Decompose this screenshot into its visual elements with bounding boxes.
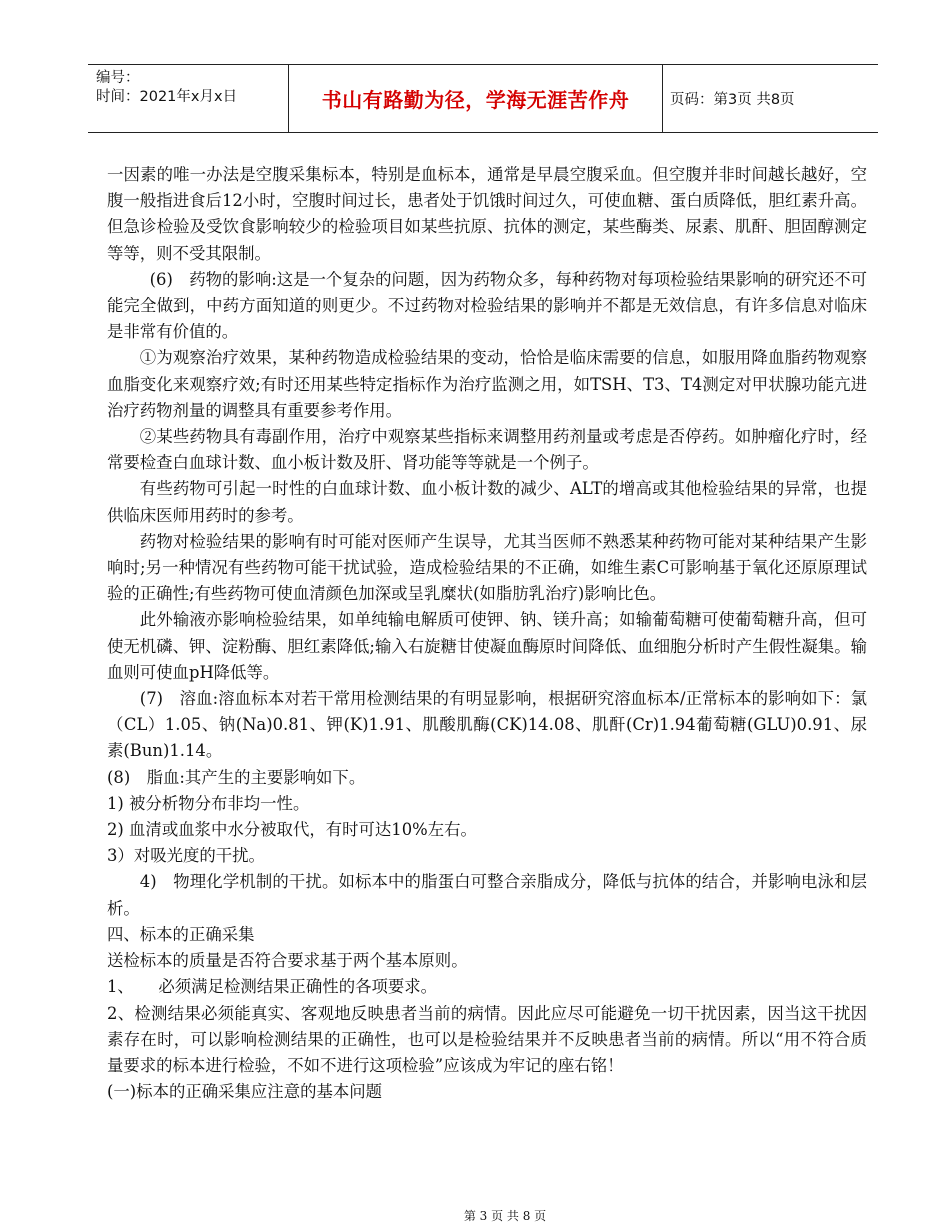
header-meta <box>96 69 292 129</box>
header-divider <box>662 65 663 132</box>
paragraph: 有些药物可引起一时性的白血球计数、血小板计数的减少、ALT的增高或其他检验结果的异常，也提供临床医师用药时的参考。 <box>107 479 867 525</box>
section-heading: 四、标本的正确采集 <box>107 924 255 944</box>
paragraph: ②某些药物具有毒副作用，治疗中观察某些指标来调整用药剂量或考虑是否停药。如肿瘤化疗时，经常要检查白血球计数、血小板计数及肝、肾功能等等就是一个例子。 <box>107 427 867 473</box>
document-body <box>107 162 867 1105</box>
list-item: 2、检测结果必须能真实、客观地反映患者当前的病情。因此应尽可能避免一切干扰因素，因当这干扰因素存在时，可以影响检测结果的正确性，也可以是检验结果并不反映患者当前的病情。所以“用不符合质量要求的标本进行检验，不如不进行这项检验”应该成为牢记的座右铭！ <box>107 1003 867 1075</box>
paragraph: 一因素的唯一办法是空腹采集标本，特别是血标本，通常是早晨空腹采血。但空腹并非时间越长越好，空腹一般指进食后12小时，空腹时间过长，患者处于饥饿时间过久，可使血糖、蛋白质降低，胆红素升高。但急诊检验及受饮食影响较少的检验项目如某些抗原、抗体的测定，某些酶类、尿素、肌酐、胆固醇测定等等，则不受其限制。 <box>107 165 867 263</box>
paragraph: 此外输液亦影响检验结果，如单纯输电解质可使钾、钠、镁升高；如输葡萄糖可使葡萄糖升高，但可使无机磷、钾、淀粉酶、胆红素降低;输入右旋糖甘使凝血酶原时间降低、血细胞分析时产生假性凝集。输血则可使血pH降低等。 <box>107 610 867 682</box>
list-item: 1) 被分析物分布非均一性。 <box>107 793 310 813</box>
page-header <box>88 64 878 133</box>
list-item: 2) 血清或血浆中水分被取代，有时可达10%左右。 <box>107 820 477 840</box>
paragraph: (6) 药物的影响:这是一个复杂的问题，因为药物众多，每种药物对每项检验结果影响的研究还不可能完全做到，中药方面知道的则更少。不过药物对检验结果的影响并不都是无效信息，有许多信息对临床是非常有价值的。 <box>107 269 867 342</box>
document-number-label: 编号： <box>96 70 140 86</box>
paragraph: (7) 溶血:溶血标本对若干常用检测结果的有明显影响，根据研究溶血标本/正常标本的影响如下：氯（CL）1.05、钠(Na)0.81、钾(K)1.91、肌酸肌酶(CK)14.08、肌酐(Cr)1.94葡萄糖(GLU)0.91、尿素(Bun)1.14。 <box>107 689 867 761</box>
paragraph: 药物对检验结果的影响有时可能对医师产生误导，尤其当医师不熟悉某种药物可能对某种结果产生影响时;另一种情况有些药物可能干扰试验，造成检验结果的不正确，如维生素C可影响基于氧化还原原理试验的正确性;有些药物可使血清颜色加深或呈乳糜状(如脂肪乳治疗)影响比色。 <box>107 531 867 604</box>
page-footer: 第 3 页 共 8 页 <box>463 1209 547 1223</box>
paragraph: 送检标本的质量是否符合要求基于两个基本原则。 <box>107 951 468 971</box>
subsection-heading: (一)标本的正确采集应注意的基本问题 <box>107 1082 383 1102</box>
list-item: 3）对吸光度的干扰。 <box>107 846 265 866</box>
list-item: (8) 脂血:其产生的主要影响如下。 <box>107 767 366 787</box>
header-page-number: 页码：第3页 共8页 <box>670 92 795 108</box>
list-item: 1、 必须满足检测结果正确性的各项要求。 <box>107 977 438 997</box>
paragraph: ①为观察治疗效果，某种药物造成检验结果的变动，恰恰是临床需要的信息，如服用降血脂药物观察血脂变化来观察疗效;有时还用某些特定指标作为治疗监测之用，如TSH、T3、T4测定对甲状腺功能亢进治疗药物剂量的调整具有重要参考作用。 <box>107 348 867 420</box>
list-item: 4) 物理化学机制的干扰。如标本中的脂蛋白可整合亲脂成分，降低与抗体的结合，并影响电泳和层析。 <box>107 872 867 918</box>
document-time-label: 时间：2021年x月x日 <box>96 89 238 105</box>
header-motto: 书山有路勤为径，学海无涯苦作舟 <box>321 88 630 112</box>
